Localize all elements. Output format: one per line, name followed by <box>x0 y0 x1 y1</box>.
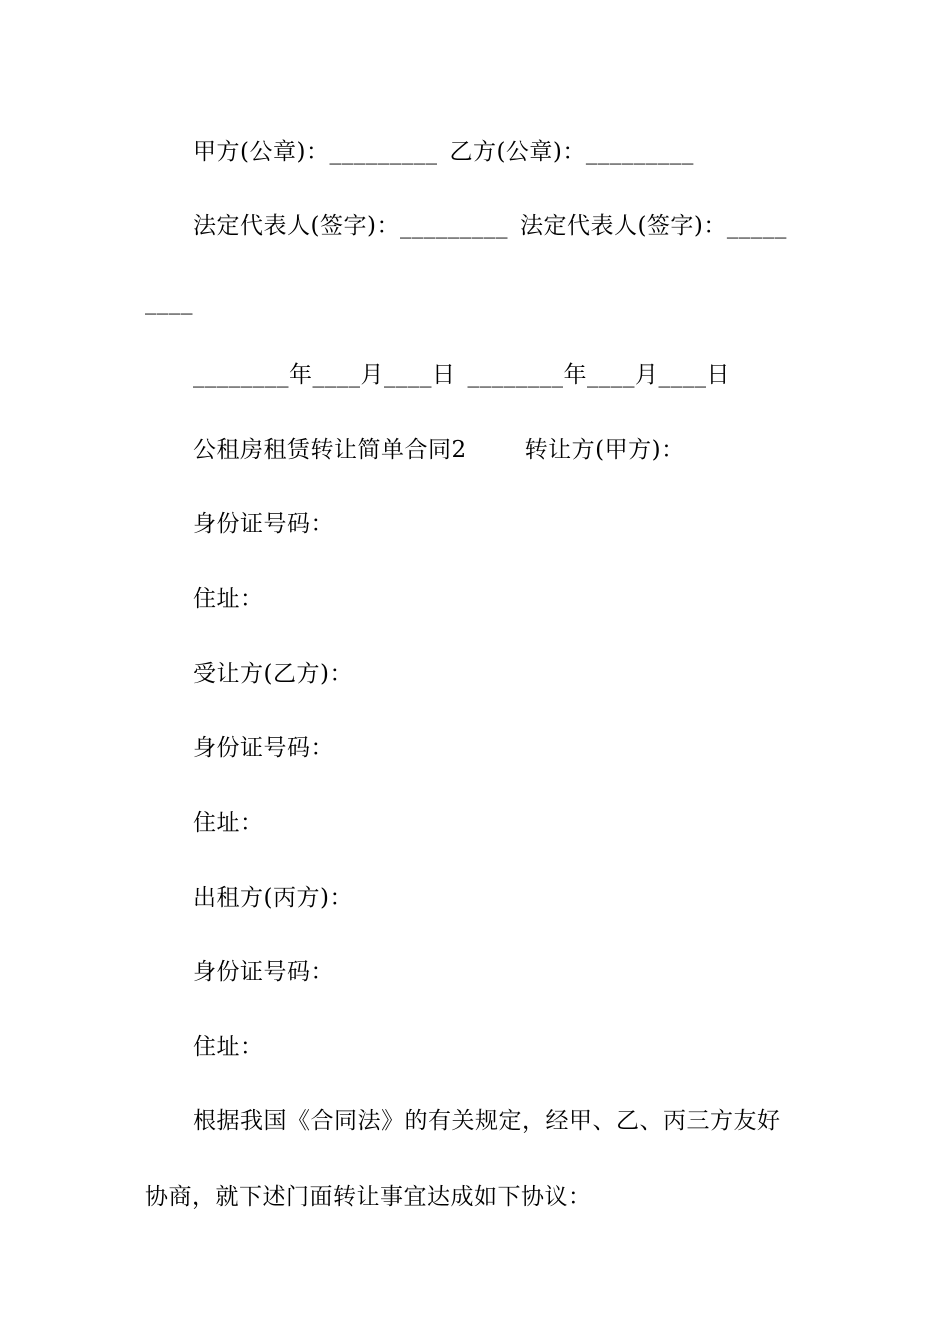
transferor-id-number: 身份证号码： <box>193 511 334 537</box>
preamble-paragraph-line-1: 根据我国《合同法》的有关规定，经甲、乙、丙三方友好 <box>193 1108 781 1134</box>
preamble-paragraph-line-2: 协商，就下述门面转让事宜达成如下协议： <box>145 1184 592 1210</box>
party-a-date: ________年____月____日 <box>193 362 456 388</box>
representative-line-continued: ____ <box>145 289 193 315</box>
party-b-seal: 乙方(公章)：_________ <box>449 139 694 165</box>
lessor-id-number: 身份证号码： <box>193 959 334 985</box>
transferee-address: 住址： <box>193 810 264 836</box>
transferor-label: 转让方(甲方)： <box>524 437 685 463</box>
representative-line <box>193 211 787 241</box>
transferor-address: 住址： <box>193 586 264 612</box>
contract-heading-line <box>193 435 685 465</box>
seal-line <box>193 137 694 167</box>
date-line <box>193 360 730 390</box>
contract-title: 公租房租赁转让简单合同2 <box>193 437 467 463</box>
party-b-representative: 法定代表人(签字)：_____ <box>519 213 787 239</box>
lessor-label: 出租方(丙方)： <box>193 885 353 911</box>
party-b-date: ________年____月____日 <box>467 362 730 388</box>
transferee-id-number: 身份证号码： <box>193 735 334 761</box>
lessor-address: 住址： <box>193 1034 264 1060</box>
party-a-representative: 法定代表人(签字)：_________ <box>193 213 508 239</box>
transferee-label: 受让方(乙方)： <box>193 661 353 687</box>
party-a-seal: 甲方(公章)：_________ <box>193 139 438 165</box>
